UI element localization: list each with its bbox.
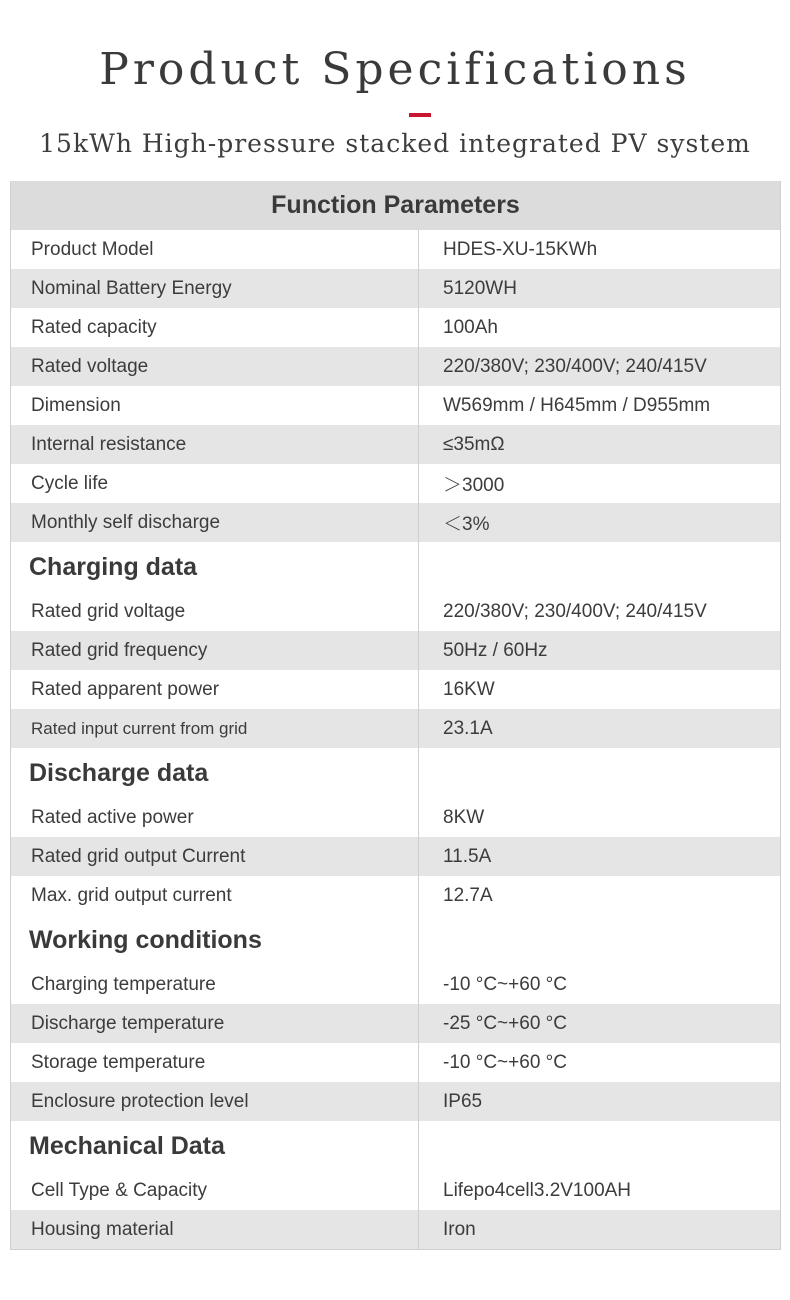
table-row [11, 230, 780, 269]
section-title: Discharge data [11, 748, 419, 798]
row-label: Cell Type & Capacity [11, 1171, 419, 1210]
table-row [11, 965, 780, 1004]
section-title: Mechanical Data [11, 1121, 419, 1171]
table-row [11, 798, 780, 837]
row-label: Rated grid voltage [11, 592, 419, 631]
row-label: Product Model [11, 230, 419, 269]
row-label: Enclosure protection level [11, 1082, 419, 1121]
table-row [11, 425, 780, 464]
table-row [11, 709, 780, 748]
page-subtitle: 15kWh High-pressure stacked integrated PV system [39, 129, 751, 158]
row-value [419, 1121, 780, 1171]
table-row [11, 1210, 780, 1249]
row-label: Rated voltage [11, 347, 419, 386]
section-title: Charging data [11, 542, 419, 592]
row-value: -25 °C~+60 °C [443, 1012, 567, 1034]
table-row [11, 1082, 780, 1121]
row-label: Rated apparent power [11, 670, 419, 709]
row-value: 220/380V; 230/400V; 240/415V [443, 355, 707, 377]
section-header-row [11, 1121, 780, 1171]
row-value: -10 °C~+60 °C [443, 1051, 567, 1073]
row-label: Cycle life [11, 464, 419, 503]
table-row [11, 503, 780, 542]
row-value: 5120WH [443, 277, 517, 299]
row-label: Rated grid frequency [11, 631, 419, 670]
row-label: Rated grid output Current [11, 837, 419, 876]
table-title: Function Parameters [11, 181, 780, 230]
section-header-row [11, 748, 780, 798]
row-label: Monthly self discharge [11, 503, 419, 542]
table-row [11, 464, 780, 503]
row-label: Nominal Battery Energy [11, 269, 419, 308]
row-label: Dimension [11, 386, 419, 425]
row-value: 50Hz / 60Hz [443, 639, 548, 661]
spec-table [10, 181, 781, 1250]
row-value: -10 °C~+60 °C [443, 973, 567, 995]
row-label: Charging temperature [11, 965, 419, 1004]
row-label: Rated input current from grid [11, 709, 419, 748]
table-body [11, 230, 780, 1249]
row-value: W569mm / H645mm / D955mm [443, 394, 711, 416]
row-value [419, 915, 780, 965]
section-header-row [11, 915, 780, 965]
table-row [11, 386, 780, 425]
row-value: ≤35mΩ [443, 433, 505, 455]
table-row [11, 670, 780, 709]
table-row [11, 592, 780, 631]
row-value: HDES-XU-15KWh [443, 238, 598, 260]
row-label: Internal resistance [11, 425, 419, 464]
title-accent-bar [409, 113, 431, 117]
row-label: Rated active power [11, 798, 419, 837]
row-label: Rated capacity [11, 308, 419, 347]
row-value: IP65 [443, 1090, 483, 1112]
row-value [419, 542, 780, 592]
row-value: 11.5A [443, 845, 492, 867]
table-row [11, 837, 780, 876]
row-value: ＞3000 [443, 475, 505, 496]
row-value: Lifepo4cell3.2V100AH [443, 1179, 632, 1201]
row-label: Discharge temperature [11, 1004, 419, 1043]
section-header-row [11, 542, 780, 592]
row-label: Max. grid output current [11, 876, 419, 915]
table-row [11, 308, 780, 347]
page-title: Product Specifications [99, 44, 691, 95]
table-row [11, 1171, 780, 1210]
row-value: Iron [443, 1218, 476, 1240]
row-label: Storage temperature [11, 1043, 419, 1082]
row-value: 8KW [443, 806, 485, 828]
table-row [11, 1004, 780, 1043]
row-value: 100Ah [443, 316, 498, 338]
section-title: Working conditions [11, 915, 419, 965]
row-value: 220/380V; 230/400V; 240/415V [443, 600, 707, 622]
row-value: ＜3% [443, 514, 490, 535]
table-row [11, 347, 780, 386]
row-value [419, 748, 780, 798]
row-value: 16KW [443, 678, 495, 700]
table-row [11, 269, 780, 308]
table-row [11, 631, 780, 670]
row-value: 12.7A [443, 884, 493, 906]
row-value: 23.1A [443, 717, 493, 739]
row-label: Housing material [11, 1210, 419, 1249]
table-row [11, 1043, 780, 1082]
table-row [11, 876, 780, 915]
